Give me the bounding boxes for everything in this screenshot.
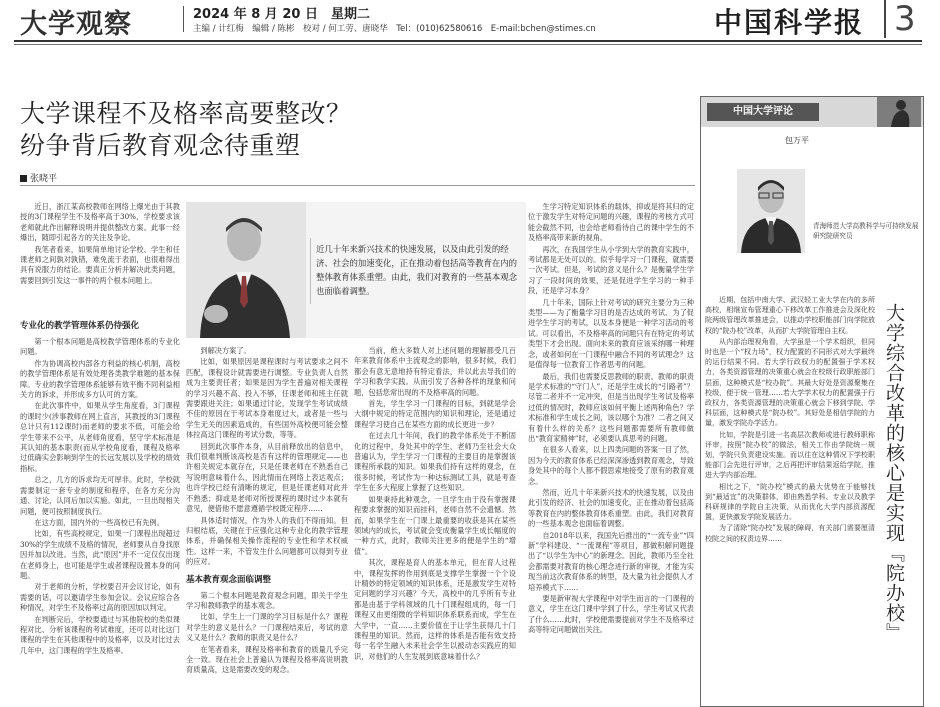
article-column-4 xyxy=(528,202,694,705)
article-paragraph: 第二个根本问题是教育观念问题，即关于学生学习和教师教学的基本观念。 xyxy=(186,590,348,610)
article-paragraph: 生学习特定知识体系的载体，抑或是将其归的定位于激发学生对特定问题的兴趣，课程的考核方式可能会截然不同，也会给老师看待自己的课中学生的不及格率高带来新的视角。 xyxy=(528,202,694,243)
article-paragraph: 如果秉持此种观念，一旦学生由于没有掌握课程要求掌握的知识而挂科，老师自然不会遗憾。然而，如果学生在一门课上最重要的收获是其在某些领域内的成长，考试就会变成衡量学生成长幅度的一种方式，此时，教师关注更多的便是学生的“增值”。 xyxy=(354,494,516,556)
article-paragraph: 要是新审视大学课程中对学生而言的一门课程的意义，学生在这门课中学到了什么，学生考试又代表了什么……此时，学校便需要提前对学生不及格率过高等特定问题做出关注。 xyxy=(528,594,694,635)
article-paragraph: 比如，学生上一门课的学习目标是什么？课程对学生的意义是什么？一门课程结束后，考试的意义又是什么？教师的职责又是什么？ xyxy=(186,612,348,643)
commentary-paragraph: 近期，包括中南大学、武汉轻工业大学在内的多所高校，相继宣布管理重心下移改革工作推进会及深化校院两级管理改革推进会，以推动学校职能部门向学院放权的“院办校”改革，从而扩大学院管理自主权。 xyxy=(705,296,875,335)
article-paragraph: 作为协调高校内部各方利益的核心机制，高校的教学管理体系是有效处理各类教学难题的基本保障。专业的教学管理体系能够有效平衡不同利益相关方的诉求，并形成多方认可的方案。 xyxy=(20,358,180,400)
article-headline xyxy=(20,98,440,162)
article-paragraph: 在判断完后，学校要通过与其他院校的类似课程对比、分析该课程的考试难度，还可以对比这门课程的学生在其他课程中的及格率，以及对比过去几年中，这门课程的学生及格率。 xyxy=(20,614,180,655)
commentary-paragraph: 从内部治理视角看，大学虽是一个学术组织，但同时也是一个“权力场”，权力配置的不同形式对大学最终的运行结果不同。若大学行政权力的配置强于学术权力，各类资源管理的决策重心就会在校级行政职能部门层面，这种模式是“校办院”。其最大好处是资源聚集在校级，便于统一管理……若大学学术权力的配置强于行政权力，各类资源管理的决策重心就会下移到学院、学科层面，这种模式是“院办校”。其好处是相信学院的力量，激发学院办学活力。 xyxy=(705,337,875,428)
author-photo-illustration xyxy=(737,169,805,253)
masthead-divider xyxy=(183,6,184,32)
photo-quote-box xyxy=(186,202,526,338)
headline-line-2: 纷争背后教育观念待重塑 xyxy=(20,131,301,160)
commentary-paragraph: 比如，学院是引进一名高层次教师或进行教师职称评审，按照“院办校”的做法，相关工作由学院统一规划，学院只负责建设实施。而以往在这种情况下学校职能部门会先进行评审，之后再把评审结果返给学院，推进大学内部治理。 xyxy=(705,430,875,480)
article-paragraph: 到解决方案了。 xyxy=(200,346,251,355)
article-paragraph: 在此次事件中，如果从学生角度看，3门课程的课时少(涉事教师在网上直言，其教授的3门课程总计只有112课时)而老师的要求不低，可能会给学生带来不公平，从老师角度看，坚守学术标准是其认知的基本职责(而从学校角度看，课程及格率过低确实会影响到学生的长远发展以及学校的绩效指标。 xyxy=(20,401,180,473)
article-paragraph: 自2018年以来，我国先后推出的“一流专业”“四新”学科建设、“一流课程”等项目，都做积解问题提出了“以学生为中心”的新理念。因此，教师乃至全社会都需要对教育的核心理念进行新的审视，才能为实现当前这次教育体系的转型，及大量为社会提供人才培养模式下…… xyxy=(528,530,694,592)
article-paragraph: 近日，浙江某高校教师在网络上爆光由于其教授的3门课程学生不及格率高于30%，学校要求该老师就此作出解释说明并提供整改方案。此事一经爆出，随即引起各方的关注及争论。 xyxy=(20,202,180,243)
commentary-label: 中国大学评论 xyxy=(707,103,819,121)
article-paragraph: 首先，学生学习一门课程的目标，到就是学会大纲中规定的特定范围内的知识和理论，还是通过课程学习使自己在某些方面的成长更进一步？ xyxy=(354,399,516,429)
commentary-panel xyxy=(700,96,924,707)
commentary-title: 大学综合改革的核心是实现『院办校』 xyxy=(883,303,905,643)
article-paragraph: 我笔者看来，如果简单地讨论学校、学生和任课老师之间孰对孰错，难免流于表面，也很难得出具有说服力的结论。要真正分析并解决此类问题，需要回到引发这一事件的两个根本问题上。 xyxy=(20,244,180,285)
article-paragraph: 比如，如果原因是课程课时与考试要求之间不匹配，课程设计就需要进行调整。专业负责人自然成为主要责任者；如果是因为学生普遍对相关课程的学习兴趣不高、投入不够，任课老师和班主任就需要跟进关注；如果通过讨论，发现学生考试成绩不佳的原因在于考试本身难度过大，或者是一些与学生无关的因素造成的，有些国外高校便可能会整体拉高这门课程的考试分数，等等。 xyxy=(186,357,348,440)
article-column-2 xyxy=(186,346,348,705)
byline-rule xyxy=(20,185,695,186)
teacher-photo xyxy=(186,202,306,338)
commentary-paragraph: 为了清除“院办校”发展的障碍，有关部门需要厘清校院之间的权责边界…… xyxy=(705,524,875,543)
article-paragraph: 回到此次事件本身，从目前释放出的信息中，我们很难判断该高校是否有这样的管理规定——也许相关规定本就存在，只是任课老师在不熟悉自己写说明意味着什么，因此情而在网络上表达观点；也许学校已经有清晰的规定，但是任课老师对此并不熟悉；抑或是老师对所授课程的课时过少本就有意见，便借他不愿意遵循学校既定程序…… xyxy=(186,441,348,514)
article-paragraph: 总之，几方的诉求均无可厚非。此时，学校就需要制定一套专业的制度和程序，在各方充分沟通、讨论，认同后加以实施。如此，一旦出现相关问题，便可按照制度执行。 xyxy=(20,475,180,516)
article-paragraph: 当前，绝大多数人对上述问题的理解都受几百年来教育体系中主流观念的影响，很多时候，我们都会有意无意地持有特定看法，并以此去导我们的学习和教学实践。从而引发了各种各样的现象和问题，包括您常出现的不及格率高的问题。 xyxy=(354,346,516,397)
section-name: 大学观察 xyxy=(20,9,132,40)
article-paragraph: 在很多人看来，以上四类问题的答案一目了然，因为今天的教育体系已经深深渗透到教育观念，导致身处其中的每个人都不假思索地接受了原有的教育观念。 xyxy=(528,445,694,486)
article-paragraph: 第一个根本问题是高校教学管理体系的专业化问题。 xyxy=(20,337,180,357)
article-paragraph: 在这方面，国内外的一些高校已有先例。 xyxy=(34,517,164,527)
teacher-photo-illustration xyxy=(186,202,306,338)
pull-quote: 近几十年来新兴技术的快速发展，以及由此引发的经济、社会的加速变化，正在推动着包括高等教育在内的整体教育体系重塑。由此，我们对教育的一些基本观念也面临着调整。 xyxy=(316,244,517,296)
masthead-rule xyxy=(14,40,922,42)
headline-line-1: 大学课程不及格率高要整改？ xyxy=(20,99,352,128)
article-paragraph: 在笔者看来，课程及格率和教育的质量几乎完全一致。现在社会上普遍认为课程及格率高说明教育质量高，这是需要改变的观念。 xyxy=(186,644,348,675)
article-paragraph: 然而，近几十年来新兴技术的快速发展，以及由此引发的经济、社会的加速变化，正在推动着包括高等教育在内的整体教育体系重塑。由此，我们对教育的一些基本观念也面临着调整。 xyxy=(528,487,694,529)
pull-quote-rule xyxy=(310,238,311,304)
article-paragraph: 具体适时情况，作为外人的我们不得而知。但归根结底，关键在于应强化这种专业化的教学管理体系，并确保相关操作流程的专业性和学术权威性。这样一来，不管发生什么问题都可以得到专业的应对。 xyxy=(186,515,348,567)
page-number: 3 xyxy=(894,0,916,39)
commentary-header xyxy=(701,97,923,127)
article-column-1 xyxy=(20,314,180,705)
commentary-author-title: 青海师范大学高教科学与可持续发展研究院研究员 xyxy=(813,222,919,240)
statue-illustration xyxy=(877,97,921,127)
page-number-box xyxy=(884,0,920,38)
editor-credits: 主编 / 计红梅 编辑 / 陈彬 校对 / 何工劳、唐晓华 Tel：(010)62580616 E-mail:bchen@stimes.cn xyxy=(193,24,596,34)
article-paragraph: 在过去几十年间，我们的教学体系处于不断固化的过程中，身处其中的学生、老师乃至社会大众普遍认为，学生学习一门课程的主要目的是掌握该课程所承载的知识。如果我们持有这样的观念，在很多时候，考试作为一种达标测试工具，就是考查学生在多大程度上掌握了这些知识。 xyxy=(354,431,516,493)
masthead xyxy=(0,0,940,40)
article-column-3 xyxy=(354,346,516,705)
commentary-author-name: 包万平 xyxy=(785,136,809,145)
issue-date: 2024 年 8 月 20 日 星期二 xyxy=(193,7,370,22)
byline-square-icon xyxy=(20,175,27,182)
article-paragraph: 其次，课程是育人的基本单元，但在育人过程中，课程发挥的作用到底是支撑学生掌握一个个设计精妙的特定领域的知识体系，还是激发学生对特定问题的学习兴趣？今天，高校中的几乎所有专业都是由基于学科领域的几十门课程组成的，每一门课程又由更细微的学科知识体系联系而成，学生在大学中，一直……主要价值在于让学生获得几十门课程里的知识。然而，这样的体系是否能有效支持每一名学生融入未来社会学生以被动态实践应的知识，对他们的人生发展到底意味着什么？ xyxy=(354,558,516,661)
article-paragraph: 比如，有些高校规定，如果一门课程出现超过30%的学生成绩不及格的情况，老师要从自身找原因并加以改进。当然，此“原因”并不一定仅仅出现在老师身上，也可能是学生或者课程设置本身的问题。 xyxy=(20,529,180,580)
thinker-statue-icon xyxy=(877,97,921,127)
newspaper-logo: 中国科学报 xyxy=(714,6,865,39)
article-paragraph: 几十年来，国际上针对考试的研究主要分为三种类型——为了衡量学习目的是否达成的考试、为了促进学生学习的考试，以及本身便是一种学习活动的考试。可以看出，不及格率高的问题只有在特定的考试类型下才会出现。面向未来的教育应该采纳哪一种理念，或者如何在一门课程中融合不同的考试理念？这是值得每一位教育工作者思考的问题。 xyxy=(528,297,694,370)
byline-author: 张晓平 xyxy=(30,174,58,184)
article-paragraph: 对于老师的分析，学校要召开会议讨论，如有需要的话，可以邀请学生参加会议。会议应综合各种情况，对学生不及格率过高的原因加以判定。 xyxy=(20,582,180,613)
article-paragraph: 再次，在我国学生从小学到大学的教育实践中，考试都是无处可以的。似乎每学习一门课程，就需要一次考试。但是，考试的意义是什么？是衡量学生学习了一段时间的效果，还是促进学生学习的一种手段，还是学习本身？ xyxy=(528,244,694,296)
subhead-management: 专业化的教学管理体系仍待强化 xyxy=(20,321,140,331)
commentary-paragraph: 相比之下，“院办校”模式的最大优势在于能够找到“最适宜”的决策群体，即由熟悉学科、专业以及教学科研规律的学院自主决策，从而优化大学内部资源配置，更快激发学院发展活力。 xyxy=(705,482,875,522)
article-paragraph: 最后，我们也需要反思教师的职责。教师的职责是学术标准的“守门人”，还是学生成长的“引路者”？尽管二者并不一定冲突，但是当出现学生考试及格率过低的情况时，教师应该如何平衡上述两种角色？学术标准和学生成长之间，该以哪个为准？二者之间又有着什么样的关系？这些问题都需要所有教师做出“教育家精神”时，必须要认真思考的问题。 xyxy=(528,371,694,443)
subhead-concepts: 基本教育观念面临调整 xyxy=(186,574,272,585)
author-photo xyxy=(737,169,805,253)
masthead-rule-thin xyxy=(14,44,922,45)
byline xyxy=(20,171,57,184)
commentary-body xyxy=(705,295,875,705)
